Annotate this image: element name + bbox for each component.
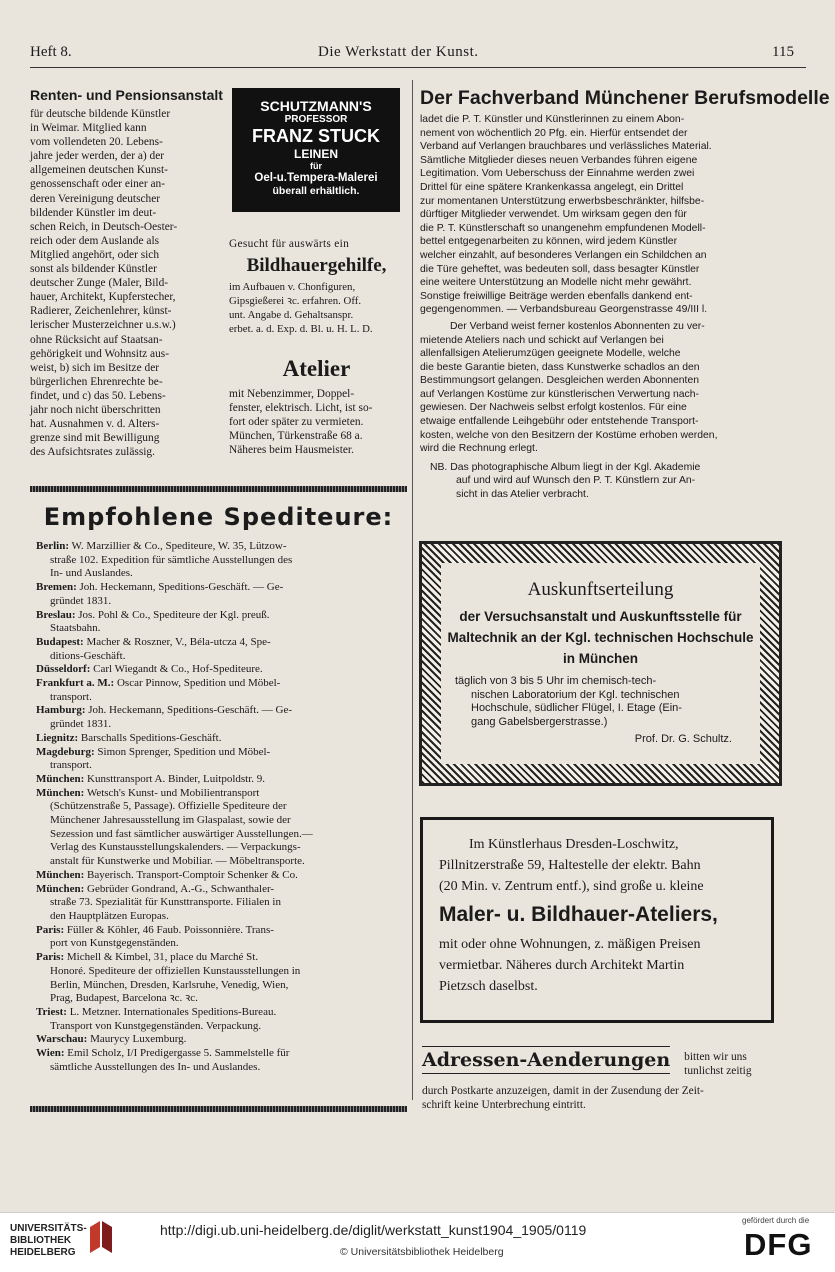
library-line-3: HEIDELBERG: [10, 1247, 76, 1258]
spediteur-line: Verlag des Kunstausstellungskalenders. — Verpackungs-: [50, 841, 301, 854]
pension-line: für deutsche bildende Künstler: [30, 108, 171, 120]
dresden-tail-line: Pietzsch daselbst.: [439, 979, 538, 994]
spediteur-line: Warschau: Maurycy Luxemburg.: [36, 1033, 187, 1046]
fachverband-paragraph-2: [420, 320, 780, 456]
spediteur-line: Bremen: Joh. Heckemann, Speditions-Geschäft. — Ge-: [36, 581, 284, 594]
spediteur-line: Magdeburg: Simon Sprenger, Spedition und Möbel-: [36, 745, 271, 758]
fachverband-line: kosten, welche von den Besitzern der Kostüme erhoben werden,: [420, 429, 718, 441]
bildhauer-ad: [229, 237, 404, 336]
spediteur-city: Liegnitz:: [36, 731, 79, 744]
auskunft-subtitle: [441, 606, 760, 669]
bildhauer-title: Bildhauergehilfe,: [246, 255, 387, 277]
spediteur-city: Berlin:: [36, 540, 69, 552]
spediteur-line: Berlin, München, Dresden, Karlsruhe, Venedig, Wien,: [50, 978, 289, 991]
pension-line: deutscher Zunge (Maler, Bild-: [30, 277, 169, 290]
spediteur-city: Wien:: [36, 1047, 65, 1060]
spediteur-line: den Hauptplätzen Europas.: [50, 909, 169, 922]
spediteur-entry: [36, 1033, 406, 1047]
bildhauer-line: im Aufbauen v. Chonfiguren,: [229, 281, 356, 294]
spediteure-list: [36, 540, 406, 1074]
copyright: © Universitätsbibliothek Heidelberg: [340, 1246, 504, 1258]
spediteur-city: München:: [36, 772, 85, 785]
pension-notice: [30, 86, 223, 459]
spediteur-line: Paris: Füller & Köhler, 46 Faub. Poissonnière. Trans-: [36, 923, 274, 936]
pension-line: jahre jeder werden, der a) der: [30, 150, 165, 163]
spediteur-entry: [36, 869, 406, 883]
dfg-logo: DFG: [744, 1227, 813, 1262]
header-title: Die Werkstatt der Kunst.: [318, 44, 479, 60]
spediteur-entry: [36, 636, 406, 663]
spediteur-city: Triest:: [36, 1005, 67, 1018]
schutzmann-ad: [232, 88, 400, 212]
spediteur-entry: [36, 1047, 406, 1074]
fachverband-line: wird die Rechnung erlegt.: [420, 443, 538, 455]
spediteur-line: Transport von Kunstgegenständen. Verpackung.: [50, 1019, 262, 1032]
schutzmann-l7: überall erhältlich.: [272, 185, 360, 197]
fachverband-line: etwaige entfallende Leihgebühr oder entstehende Transport-: [420, 416, 699, 428]
pension-line: ohne Rücksicht auf Staatsan-: [30, 333, 163, 346]
auskunft-subtitle-line: in München: [563, 651, 638, 666]
adressen-notice: [422, 1046, 784, 1112]
fachverband-line: mietende Ateliers nach und schickt auf Verlangen bei: [420, 334, 664, 346]
spediteur-entry: [36, 924, 406, 951]
dresden-line: (20 Min. v. Zentrum entf.), sind große u. kleine: [439, 879, 704, 894]
spediteur-line: Düsseldorf: Carl Wiegandt & Co., Hof-Spediteure.: [36, 663, 263, 676]
spediteur-city: Düsseldorf:: [36, 663, 91, 676]
pension-line: Mitglied angehört, oder sich: [30, 248, 160, 261]
bildhauer-line: erbet. a. d. Exp. d. Bl. u. H. L. D.: [229, 323, 373, 336]
bildhauer-line: Gipsgießerei ꝛc. erfahren. Off.: [229, 295, 362, 308]
spediteur-line: sämtliche Ausstellungen des In- und Auslandes.: [50, 1060, 261, 1073]
spediteure-top-bar: [30, 486, 407, 492]
schutzmann-l6: Oel-u.Tempera-Malerei: [254, 172, 378, 184]
fachverband-line: die Türe geheftet, was bedeuten soll, dass besagter Künstler: [420, 263, 700, 275]
fachverband-notice: [420, 86, 830, 502]
spediteur-line: In- und Auslandes.: [50, 567, 133, 580]
pension-line: bildender Künstler im deut-: [30, 206, 157, 219]
spediteur-entry: [36, 883, 406, 924]
fachverband-line: allenfallsigen Atelierumzügen geeignete Modelle, welche: [420, 348, 681, 360]
spediteur-line: transport.: [50, 690, 92, 703]
fachverband-line: auf Verlangen Kostüme zur künstlerischen Verwertung nach-: [420, 388, 699, 400]
spediteur-line: straße 102. Expedition für sämtliche Ausstellungen des: [50, 553, 293, 566]
pension-title: Renten- und Pensionsanstalt: [30, 87, 223, 103]
pension-line: sonst als bildender Künstler: [30, 263, 157, 276]
spediteur-entry: [36, 787, 406, 869]
spediteur-line: straße 73. Spezialität für Kunsttransporte. Filialen in: [50, 896, 281, 909]
spediteure-title: Empfohlene Spediteure:: [43, 503, 394, 531]
fachverband-nb: [420, 461, 780, 502]
spediteur-city: Frankfurt a. M.:: [36, 677, 115, 690]
header-rule: [30, 67, 806, 68]
spediteur-entry: [36, 540, 406, 581]
spediteur-line: Sezession und fast sämtlicher auswärtiger Ausstellungen.—: [50, 827, 313, 840]
spediteur-entry: [36, 732, 406, 746]
schutzmann-l4: LEINEN: [293, 147, 338, 161]
atelier-line: München, Türkenstraße 68 a.: [229, 430, 363, 443]
spediteur-line: Budapest: Macher & Roszner, V., Béla-utcza 4, Spe-: [36, 635, 271, 648]
pension-line: genossenschaft oder einer an-: [30, 178, 166, 191]
pension-line: allgemeinen deutschen Kunst-: [30, 164, 168, 177]
pension-line: deren Vereinigung deutscher: [30, 192, 161, 205]
adressen-title: Adressen-Aenderungen: [422, 1046, 670, 1074]
spediteur-city: Warschau:: [36, 1033, 88, 1046]
spediteur-city: Breslau:: [36, 608, 76, 621]
fachverband-line: die beste Garantie bieten, dass Kunstwerke schadlos an den: [420, 361, 700, 373]
spediteur-line: anstalt für Kunstwerke und Mobiliar. — Möbeltransporte.: [50, 855, 305, 868]
fachverband-line: gegengenommen. — Verbandsbureau Georgenstrasse 49/III l.: [420, 304, 708, 316]
pension-line: in Weimar. Mitglied kann: [30, 122, 147, 135]
dresden-ad: [420, 817, 774, 1023]
library-line-1: UNIVERSITÄTS-: [10, 1223, 87, 1234]
atelier-ad: [229, 355, 404, 457]
atelier-line: mit Nebenzimmer, Doppel-: [229, 388, 355, 400]
adressen-body: [422, 1084, 784, 1112]
permalink[interactable]: http://digi.ub.uni-heidelberg.de/diglit/werkstatt_kunst1904_1905/0119: [160, 1222, 587, 1238]
atelier-title: Atelier: [282, 356, 351, 381]
fachverband-line: eine weitere Unterstützung an Modelle nicht mehr gewährt.: [420, 277, 692, 289]
spediteur-entry: [36, 746, 406, 773]
auskunft-line: Hochschule, südlicher Flügel, I. Etage (Ein-: [471, 702, 682, 715]
spediteur-entry: [36, 773, 406, 787]
spediteur-line: Paris: Michell & Kimbel, 31, place du Marché St.: [36, 951, 259, 964]
spediteur-entry: [36, 609, 406, 636]
atelier-line: Näheres beim Hausmeister.: [229, 444, 354, 457]
atelier-line: fenster, elektrisch. Licht, ist so-: [229, 402, 373, 415]
spediteur-city: München:: [36, 868, 85, 881]
schutzmann-l3: FRANZ STUCK: [252, 126, 380, 146]
spediteur-line: Staatsbahn.: [50, 622, 101, 635]
dresden-tail-line: vermietbar. Näheres durch Architekt Martin: [439, 958, 685, 973]
dresden-tail-line: mit oder ohne Wohnungen, z. mäßigen Preisen: [439, 937, 701, 952]
bildhauer-line: unt. Angabe d. Gehaltsanspr.: [229, 309, 354, 322]
spediteur-line: Wien: Emil Scholz, I/I Predigergasse 5. Sammelstelle für: [36, 1047, 290, 1060]
spediteur-line: Honoré. Spediteure der offiziellen Kunstausstellungen in: [50, 964, 301, 977]
adressen-aside-line: bitten wir uns: [684, 1051, 747, 1063]
bildhauer-intro: Gesucht für auswärts ein: [229, 238, 350, 250]
spediteur-line: gründet 1831.: [50, 594, 112, 607]
spediteur-line: Münchener Jahresausstellung im Glaspalast, sowie der: [50, 814, 291, 827]
auskunft-subtitle-line: Maltechnik an der Kgl. technischen Hochschule: [447, 630, 754, 645]
pension-line: hat. Ausnahmen v. d. Alters-: [30, 418, 160, 431]
spediteur-city: München:: [36, 882, 85, 895]
spediteur-city: München:: [36, 786, 85, 799]
spediteur-line: port von Kunstgegenständen.: [50, 937, 179, 950]
auskunft-title: Auskunftserteilung: [527, 579, 674, 600]
fachverband-line: Drittel für eine spätere Krankenkassa angelegt, ein Drittel: [420, 181, 684, 193]
dresden-body: [439, 834, 771, 897]
schutzmann-l2: PROFESSOR: [284, 114, 348, 125]
spediteure-bottom-bar: [30, 1106, 407, 1112]
spediteur-line: München: Gebrüder Gondrand, A.-G., Schwanthaler-: [36, 882, 275, 895]
fachverband-line: Sämtliche Mitglieder dieses neuen Verbandes führen eigene: [420, 154, 698, 166]
pension-line: des Aufsichtsrates zulässig.: [30, 446, 155, 459]
header-issue: Heft 8.: [30, 44, 72, 60]
spediteur-line: München: Bayerisch. Transport-Comptoir Schenker & Co.: [36, 868, 298, 881]
adressen-line: durch Postkarte anzuzeigen, damit in der Zusendung der Zeit-: [422, 1085, 704, 1098]
funded-by: gefördert durch die: [742, 1216, 810, 1225]
spediteur-city: Paris:: [36, 923, 65, 936]
spediteur-entry: [36, 704, 406, 731]
pension-body: [30, 107, 220, 459]
spediteur-entry: [36, 663, 406, 677]
fachverband-title: Der Fachverband Münchener Berufsmodelle: [420, 87, 830, 109]
fachverband-line: Sonstige freiwillige Beiträge werden ebenfalls dankend ent-: [420, 290, 693, 302]
pension-line: reich oder dem Auslande als: [30, 234, 160, 247]
atelier-line: fort oder später zu vermieten.: [229, 416, 364, 429]
adressen-line: schrift keine Unterbrechung eintritt.: [422, 1099, 586, 1112]
auskunft-line: gang Gabelsbergerstrasse.): [471, 715, 608, 728]
fachverband-line: dürftiger Mitglieder verwendet. Um wirksam gegen den für: [420, 209, 687, 221]
library-logo-text: [10, 1223, 87, 1259]
spediteur-line: München: Kunsttransport A. Binder, Luitpoldstr. 9.: [36, 772, 266, 785]
spediteur-city: Magdeburg:: [36, 745, 95, 758]
auskunft-line: nischen Laboratorium der Kgl. technischen: [471, 688, 680, 701]
spediteur-entry: [36, 951, 406, 1006]
spediteur-line: ditions-Geschäft.: [50, 649, 126, 662]
auskunft-body: [455, 675, 760, 729]
fachverband-paragraph-1: [420, 113, 780, 317]
pension-line: schen Reich, in Deutsch-Oester-: [30, 220, 178, 233]
auskunft-line: täglich von 3 bis 5 Uhr im chemisch-tech-: [455, 675, 657, 687]
spediteur-line: München: Wetsch's Kunst- und Mobilientransport: [36, 786, 260, 799]
spediteur-line: Liegnitz: Barschalls Speditions-Geschäft.: [36, 731, 222, 744]
dresden-headline: Maler- u. Bildhauer-Ateliers,: [439, 903, 718, 926]
spediteur-line: Berlin: W. Marzillier & Co., Spediteure, W. 35, Lützow-: [36, 540, 287, 552]
spediteur-entry: [36, 581, 406, 608]
spediteur-line: Breslau: Jos. Pohl & Co., Spediteure der Kgl. preuß.: [36, 608, 270, 621]
auskunft-signature: Prof. Dr. G. Schultz.: [634, 733, 732, 746]
spediteur-entry: [36, 677, 406, 704]
adressen-aside-line: tunlichst zeitig: [684, 1065, 752, 1078]
fachverband-line: bettel entgegenarbeiten zu können, wird jedem Künstler: [420, 236, 678, 248]
footer-bar: [0, 1212, 835, 1272]
pension-line: weist, b) sich im Besitze der: [30, 361, 160, 374]
spediteur-city: Budapest:: [36, 635, 84, 648]
fachverband-line: ladet die P. T. Künstler und Künstlerinnen zu einem Abon-: [420, 114, 685, 125]
dresden-tail: [439, 934, 771, 997]
fachverband-line: nement von wöchentlich 20 Pfg. ein. Hierfür entsendet der: [420, 127, 688, 139]
schutzmann-l1: SCHUTZMANN'S: [260, 98, 372, 114]
fachverband-line: Der Verband weist ferner kostenlos Abonnenten zu ver-: [450, 320, 705, 332]
adressen-aside: [684, 1050, 751, 1078]
pension-line: vom vollendeten 20. Lebens-: [30, 136, 163, 149]
pension-line: gehörigkeit und Wohnsitz aus-: [30, 347, 170, 360]
fachverband-line: zur momentanen Unterstützung erwerbsbeschränkter, hilfsbe-: [420, 195, 705, 207]
spediteur-entry: [36, 1006, 406, 1033]
spediteur-line: Prag, Budapest, Barcelona ꝛc. ꝛc.: [50, 992, 198, 1005]
auskunft-frame: [419, 541, 782, 786]
pension-line: findet, und c) das 50. Lebens-: [30, 389, 166, 402]
bildhauer-body: [229, 280, 404, 336]
atelier-body: [229, 387, 404, 457]
spediteur-city: Paris:: [36, 951, 65, 964]
pension-line: grenze sind mit Bewilligung: [30, 432, 160, 445]
fachverband-line: Bestimmungsort gelangen. Desgleichen werden Abonnenten: [420, 375, 699, 387]
pension-line: jahr noch nicht überschritten: [30, 403, 161, 416]
auskunft-subtitle-line: der Versuchsanstalt und Auskunftsstelle für: [459, 609, 742, 624]
pension-line: bürgerlichen Ehrenrechte be-: [30, 375, 163, 388]
pension-line: hauer, Architekt, Kupferstecher,: [30, 291, 176, 304]
library-logo-icon: [86, 1219, 116, 1255]
schutzmann-l5: für: [310, 161, 322, 171]
fachverband-line: Legitimation. Vom Ueberschuss der Einnahme werden zwei: [420, 168, 695, 180]
fachverband-line: die P. T. Künstlerschaft so unangenehm empfundenen Modell-: [420, 222, 706, 234]
spediteur-city: Hamburg:: [36, 704, 86, 717]
spediteur-line: (Schützenstraße 5, Passage). Offizielle Spediteure der: [50, 800, 287, 813]
spediteur-line: Frankfurt a. M.: Oscar Pinnow, Spedition und Möbel-: [36, 677, 281, 690]
header-page-number: 115: [772, 44, 794, 60]
library-line-2: BIBLIOTHEK: [10, 1235, 72, 1246]
fachverband-nb-line: auf und wird auf Wunsch den P. T. Künstlern zur An-: [456, 475, 696, 487]
fachverband-nb-line: sicht in das Atelier verbracht.: [456, 489, 589, 501]
fachverband-line: welcher einzahlt, auf besonderes Verlangen ein Schildchen an: [420, 249, 707, 261]
dresden-line: Pillnitzerstraße 59, Haltestelle der elektr. Bahn: [439, 858, 701, 873]
fachverband-line: Verband auf Verlangen brauchbares und verlässliches Material.: [420, 141, 712, 153]
spediteur-line: transport.: [50, 759, 92, 772]
spediteur-line: Hamburg: Joh. Heckemann, Speditions-Geschäft. — Ge-: [36, 704, 293, 717]
pension-line: lerischer Musterzeichner u.s.w.): [30, 319, 176, 332]
spediteur-city: Bremen:: [36, 581, 77, 594]
fachverband-nb-line: NB. Das photographische Album liegt in der Kgl. Akademie: [430, 461, 701, 473]
dresden-line: Im Künstlerhaus Dresden-Loschwitz,: [469, 837, 679, 852]
auskunft-box: [441, 563, 760, 764]
spediteur-line: gründet 1831.: [50, 718, 112, 731]
column-divider: [412, 80, 413, 1100]
fachverband-line: gewiesen. Der Nachweis selbst erfolgt kostenlos. Für eine: [420, 402, 687, 414]
pension-line: Radierer, Zeichenlehrer, künst-: [30, 305, 172, 318]
spediteur-line: Triest: L. Metzner. Internationales Speditions-Bureau.: [36, 1005, 277, 1018]
